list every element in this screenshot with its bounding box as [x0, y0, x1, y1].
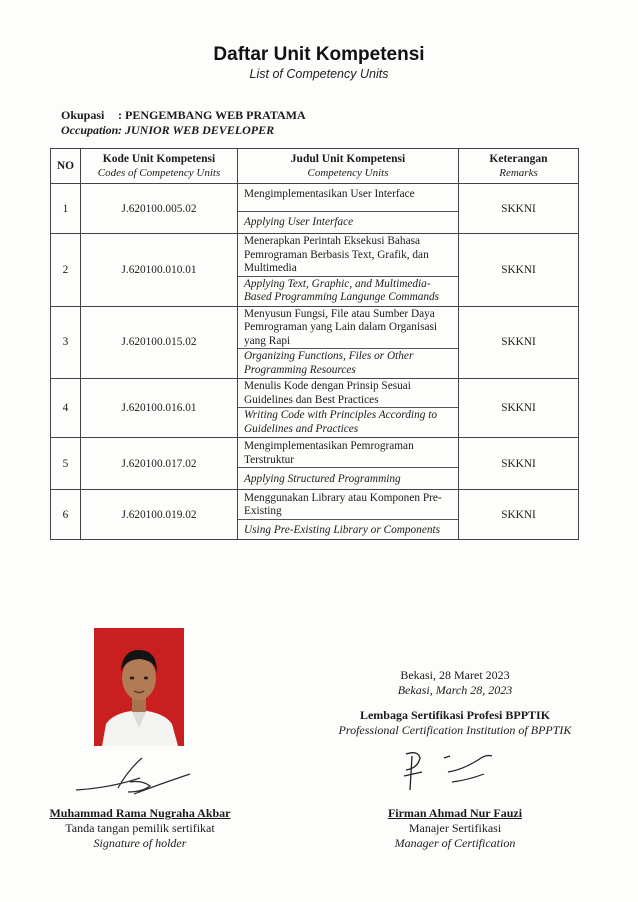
table-row — [51, 379, 579, 438]
holder-name: Muhammad Rama Nugraha Akbar — [49, 806, 231, 820]
header-code — [81, 149, 238, 184]
row-title — [238, 438, 459, 490]
row-title-en: Applying Text, Graphic, and Multimedia-Based Programming Langunge Commands — [238, 276, 458, 306]
manager-name: Firman Ahmad Nur Fauzi — [387, 806, 523, 820]
table-row — [51, 184, 579, 234]
table-row — [51, 438, 579, 490]
row-title — [238, 306, 459, 379]
row-code: J.620100.005.02 — [81, 184, 238, 234]
row-title-en: Applying Structured Programming — [238, 467, 458, 488]
row-no: 3 — [51, 306, 81, 379]
occupation-value-en: : JUNIOR WEB DEVELOPER — [118, 123, 275, 137]
occupation-line-id — [61, 108, 306, 123]
occupation-value-id: : PENGEMBANG WEB PRATAMA — [118, 108, 306, 122]
place-date-id: Bekasi, 28 Maret 2023 — [400, 668, 510, 682]
place-date-block — [330, 668, 580, 698]
manager-title-en: Manager of Certification — [394, 836, 516, 850]
table-row — [51, 490, 579, 540]
institution-name-en: Professional Certification Institution of BPPTIK — [338, 723, 572, 737]
row-title-en: Applying User Interface — [238, 211, 458, 231]
row-code: J.620100.019.02 — [81, 490, 238, 540]
institution-block — [320, 708, 590, 738]
row-title — [238, 234, 459, 307]
holder-caption-id: Tanda tangan pemilik sertifikat — [65, 821, 215, 835]
row-code: J.620100.016.01 — [81, 379, 238, 438]
header-no: NO — [51, 149, 81, 184]
row-title-id: Menyusun Fungsi, File atau Sumber Daya Pemrograman yang Lain dalam Organisasi yang Rapi — [244, 307, 438, 347]
competency-units-table — [50, 148, 579, 540]
row-code: J.620100.017.02 — [81, 438, 238, 490]
row-title-en: Writing Code with Principles According to Guidelines and Practices — [238, 407, 458, 437]
row-no: 1 — [51, 184, 81, 234]
row-title-en: Organizing Functions, Files or Other Programming Resources — [238, 348, 458, 378]
manager-signature-block — [330, 806, 580, 851]
row-no: 2 — [51, 234, 81, 307]
row-remark: SKKNI — [459, 438, 579, 490]
row-title — [238, 490, 459, 540]
place-date-en: Bekasi, March 28, 2023 — [397, 683, 513, 697]
row-remark: SKKNI — [459, 184, 579, 234]
header-remarks-id: Keterangan — [489, 153, 548, 165]
holder-signature-block — [30, 806, 250, 851]
holder-caption-en: Signature of holder — [93, 836, 187, 850]
row-title-id: Menulis Kode dengan Prinsip Sesuai Guidelines dan Best Practices — [244, 380, 411, 406]
institution-name-id: Lembaga Sertifikasi Profesi BPPTIK — [359, 708, 551, 722]
row-remark: SKKNI — [459, 379, 579, 438]
document-title: Daftar Unit Kompetensi — [213, 44, 425, 65]
holder-signature — [70, 752, 200, 804]
header-remarks — [459, 149, 579, 184]
row-title-id: Mengimplementasikan User Interface — [244, 187, 415, 200]
row-title-id: Menggunakan Library atau Komponen Pre-Existing — [244, 491, 442, 518]
row-remark: SKKNI — [459, 234, 579, 307]
row-title-id: Mengimplementasikan Pemrograman Terstruktur — [244, 440, 414, 466]
table-row — [51, 306, 579, 379]
header-title-en: Competency Units — [307, 167, 389, 179]
row-title-en: Using Pre-Existing Library or Components — [238, 519, 458, 539]
table-header-row — [51, 149, 579, 184]
row-no: 4 — [51, 379, 81, 438]
header-code-id: Kode Unit Kompetensi — [102, 153, 216, 165]
holder-photo — [94, 628, 184, 746]
occupation-line-en — [61, 123, 274, 138]
header-title — [238, 149, 459, 184]
row-code: J.620100.010.01 — [81, 234, 238, 307]
table-row — [51, 234, 579, 307]
occupation-label-id: Okupasi — [61, 108, 105, 122]
row-title-id: Menerapkan Perintah Eksekusi Bahasa Pemrograman Berbasis Text, Grafik, dan Multimedia — [244, 235, 429, 274]
document-subtitle: List of Competency Units — [249, 67, 389, 81]
occupation-label-en: Occupation — [61, 123, 119, 137]
manager-signature — [392, 746, 502, 804]
row-no: 6 — [51, 490, 81, 540]
holder-portrait-icon — [94, 628, 184, 746]
header-code-en: Codes of Competency Units — [97, 167, 221, 179]
row-remark: SKKNI — [459, 306, 579, 379]
row-no: 5 — [51, 438, 81, 490]
header-title-id: Judul Unit Kompetensi — [290, 153, 406, 165]
row-title — [238, 379, 459, 438]
row-remark: SKKNI — [459, 490, 579, 540]
row-title — [238, 184, 459, 234]
row-code: J.620100.015.02 — [81, 306, 238, 379]
manager-title-id: Manajer Sertifikasi — [408, 821, 502, 835]
header-remarks-en: Remarks — [499, 167, 538, 179]
